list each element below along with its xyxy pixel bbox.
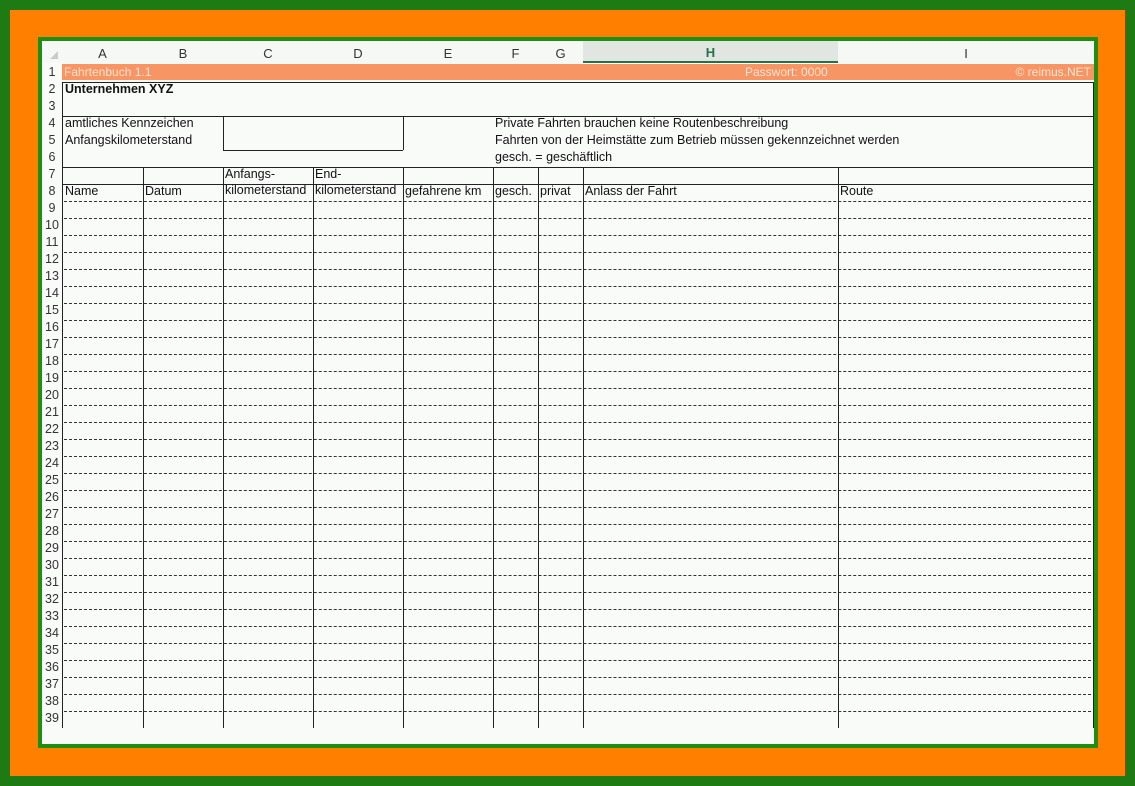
border-top-header: [62, 167, 1093, 168]
dashed-row-line: [64, 626, 1091, 627]
dashed-row-line: [64, 320, 1091, 321]
dashed-row-line: [64, 252, 1091, 253]
row-header-34[interactable]: 34: [45, 626, 59, 640]
banner-copyright: © reimus.NET: [1015, 65, 1091, 79]
row-header-28[interactable]: 28: [45, 524, 59, 538]
row-header-8[interactable]: 8: [48, 184, 56, 198]
column-header-i[interactable]: I: [964, 46, 968, 61]
dashed-row-line: [64, 235, 1091, 236]
row-header-32[interactable]: 32: [45, 592, 59, 606]
column-header-bar: [42, 41, 1094, 63]
row-header-2[interactable]: 2: [48, 82, 56, 96]
border-right: [1093, 82, 1094, 728]
header-gesch: gesch.: [495, 184, 532, 198]
row-header-30[interactable]: 30: [45, 558, 59, 572]
dashed-row-line: [64, 677, 1091, 678]
dashed-row-line: [64, 592, 1091, 593]
title-banner[interactable]: [62, 64, 1094, 80]
dashed-row-line: [64, 286, 1091, 287]
row-header-16[interactable]: 16: [45, 320, 59, 334]
row-header-9[interactable]: 9: [48, 201, 56, 215]
row-header-11[interactable]: 11: [45, 235, 59, 249]
column-header-f[interactable]: F: [511, 46, 520, 61]
dashed-row-line: [64, 388, 1091, 389]
row-header-17[interactable]: 17: [45, 337, 59, 351]
row-header-15[interactable]: 15: [45, 303, 59, 317]
column-header-b[interactable]: B: [178, 46, 188, 61]
note-gesch: gesch. = geschäftlich: [495, 150, 613, 164]
row-header-19[interactable]: 19: [45, 371, 59, 385]
header-anlass: Anlass der Fahrt: [585, 184, 677, 198]
header-anfangs-bottom: kilometerstand: [225, 183, 307, 197]
row-header-35[interactable]: 35: [45, 643, 59, 657]
start-km-label: Anfangskilometerstand: [65, 133, 193, 147]
column-header-h[interactable]: H: [583, 41, 838, 63]
dashed-row-line: [64, 337, 1091, 338]
banner-password: Passwort: 0000: [745, 65, 828, 79]
border-left: [62, 82, 63, 728]
border-below-header: [62, 184, 1093, 185]
dashed-row-line: [64, 354, 1091, 355]
border-below-banner: [62, 82, 1093, 83]
dashed-row-line: [64, 371, 1091, 372]
column-header-c[interactable]: C: [263, 46, 273, 61]
row-header-38[interactable]: 38: [45, 694, 59, 708]
column-header-e[interactable]: E: [443, 46, 453, 61]
row-header-18[interactable]: 18: [45, 354, 59, 368]
row-header-25[interactable]: 25: [45, 473, 59, 487]
dashed-row-line: [64, 490, 1091, 491]
row-header-33[interactable]: 33: [45, 609, 59, 623]
row-header-7[interactable]: 7: [48, 167, 56, 181]
dashed-row-line: [64, 609, 1091, 610]
banner-title: Fahrtenbuch 1.1: [64, 65, 152, 79]
border-input-right: [403, 116, 404, 150]
row-header-37[interactable]: 37: [45, 677, 59, 691]
row-header-23[interactable]: 23: [45, 439, 59, 453]
dashed-row-line: [64, 660, 1091, 661]
company-name[interactable]: Unternehmen XYZ: [65, 82, 174, 96]
dashed-row-line: [64, 575, 1091, 576]
row-header-4[interactable]: 4: [48, 116, 56, 130]
row-header-14[interactable]: 14: [45, 286, 59, 300]
column-header-d[interactable]: D: [353, 46, 363, 61]
dashed-row-line: [64, 201, 1091, 202]
note-home: Fahrten von der Heimstätte zum Betrieb müssen gekennzeichnet werden: [495, 133, 900, 147]
row-header-13[interactable]: 13: [45, 269, 59, 283]
border-below-input: [223, 150, 403, 151]
row-header-20[interactable]: 20: [45, 388, 59, 402]
header-route: Route: [840, 184, 874, 198]
row-header-1[interactable]: 1: [48, 65, 56, 79]
header-anfangs-top: Anfangs-: [225, 167, 276, 181]
dashed-row-line: [64, 405, 1091, 406]
dashed-row-line: [64, 422, 1091, 423]
row-header-39[interactable]: 39: [45, 711, 59, 725]
row-header-31[interactable]: 31: [45, 575, 59, 589]
dashed-row-line: [64, 643, 1091, 644]
header-gefahrene: gefahrene km: [405, 184, 482, 198]
spreadsheet[interactable]: [42, 41, 1094, 744]
row-header-24[interactable]: 24: [45, 456, 59, 470]
column-header-a[interactable]: A: [98, 46, 107, 61]
row-header-3[interactable]: 3: [48, 99, 56, 113]
header-end-top: End-: [315, 167, 342, 181]
dashed-row-line: [64, 303, 1091, 304]
row-header-6[interactable]: 6: [48, 150, 56, 164]
note-private: Private Fahrten brauchen keine Routenbeschreibung: [495, 116, 789, 130]
dashed-row-line: [64, 541, 1091, 542]
plate-label: amtliches Kennzeichen: [65, 116, 194, 130]
header-datum: Datum: [145, 184, 182, 198]
header-privat: privat: [540, 184, 571, 198]
plate-input-cell[interactable]: [223, 115, 403, 149]
row-header-27[interactable]: 27: [45, 507, 59, 521]
dashed-row-line: [64, 456, 1091, 457]
dashed-row-line: [64, 507, 1091, 508]
row-header-36[interactable]: 36: [45, 660, 59, 674]
dashed-row-line: [64, 524, 1091, 525]
border-input-left: [223, 116, 224, 150]
dashed-row-line: [64, 439, 1091, 440]
dashed-row-line: [64, 558, 1091, 559]
column-header-g[interactable]: G: [555, 46, 566, 61]
dashed-row-line: [64, 473, 1091, 474]
dashed-row-line: [64, 269, 1091, 270]
select-all-corner[interactable]: [42, 41, 62, 63]
border-top-info: [62, 116, 1093, 117]
dashed-row-line: [64, 711, 1091, 712]
row-header-22[interactable]: 22: [45, 422, 59, 436]
row-header-5[interactable]: 5: [48, 133, 56, 147]
header-name: Name: [65, 184, 99, 198]
header-end-bottom: kilometerstand: [315, 183, 397, 197]
row-header-10[interactable]: 10: [45, 218, 59, 232]
row-header-21[interactable]: 21: [45, 405, 59, 419]
row-header-26[interactable]: 26: [45, 490, 59, 504]
row-header-29[interactable]: 29: [45, 541, 59, 555]
dashed-row-line: [64, 218, 1091, 219]
row-header-12[interactable]: 12: [45, 252, 59, 266]
dashed-row-line: [64, 694, 1091, 695]
